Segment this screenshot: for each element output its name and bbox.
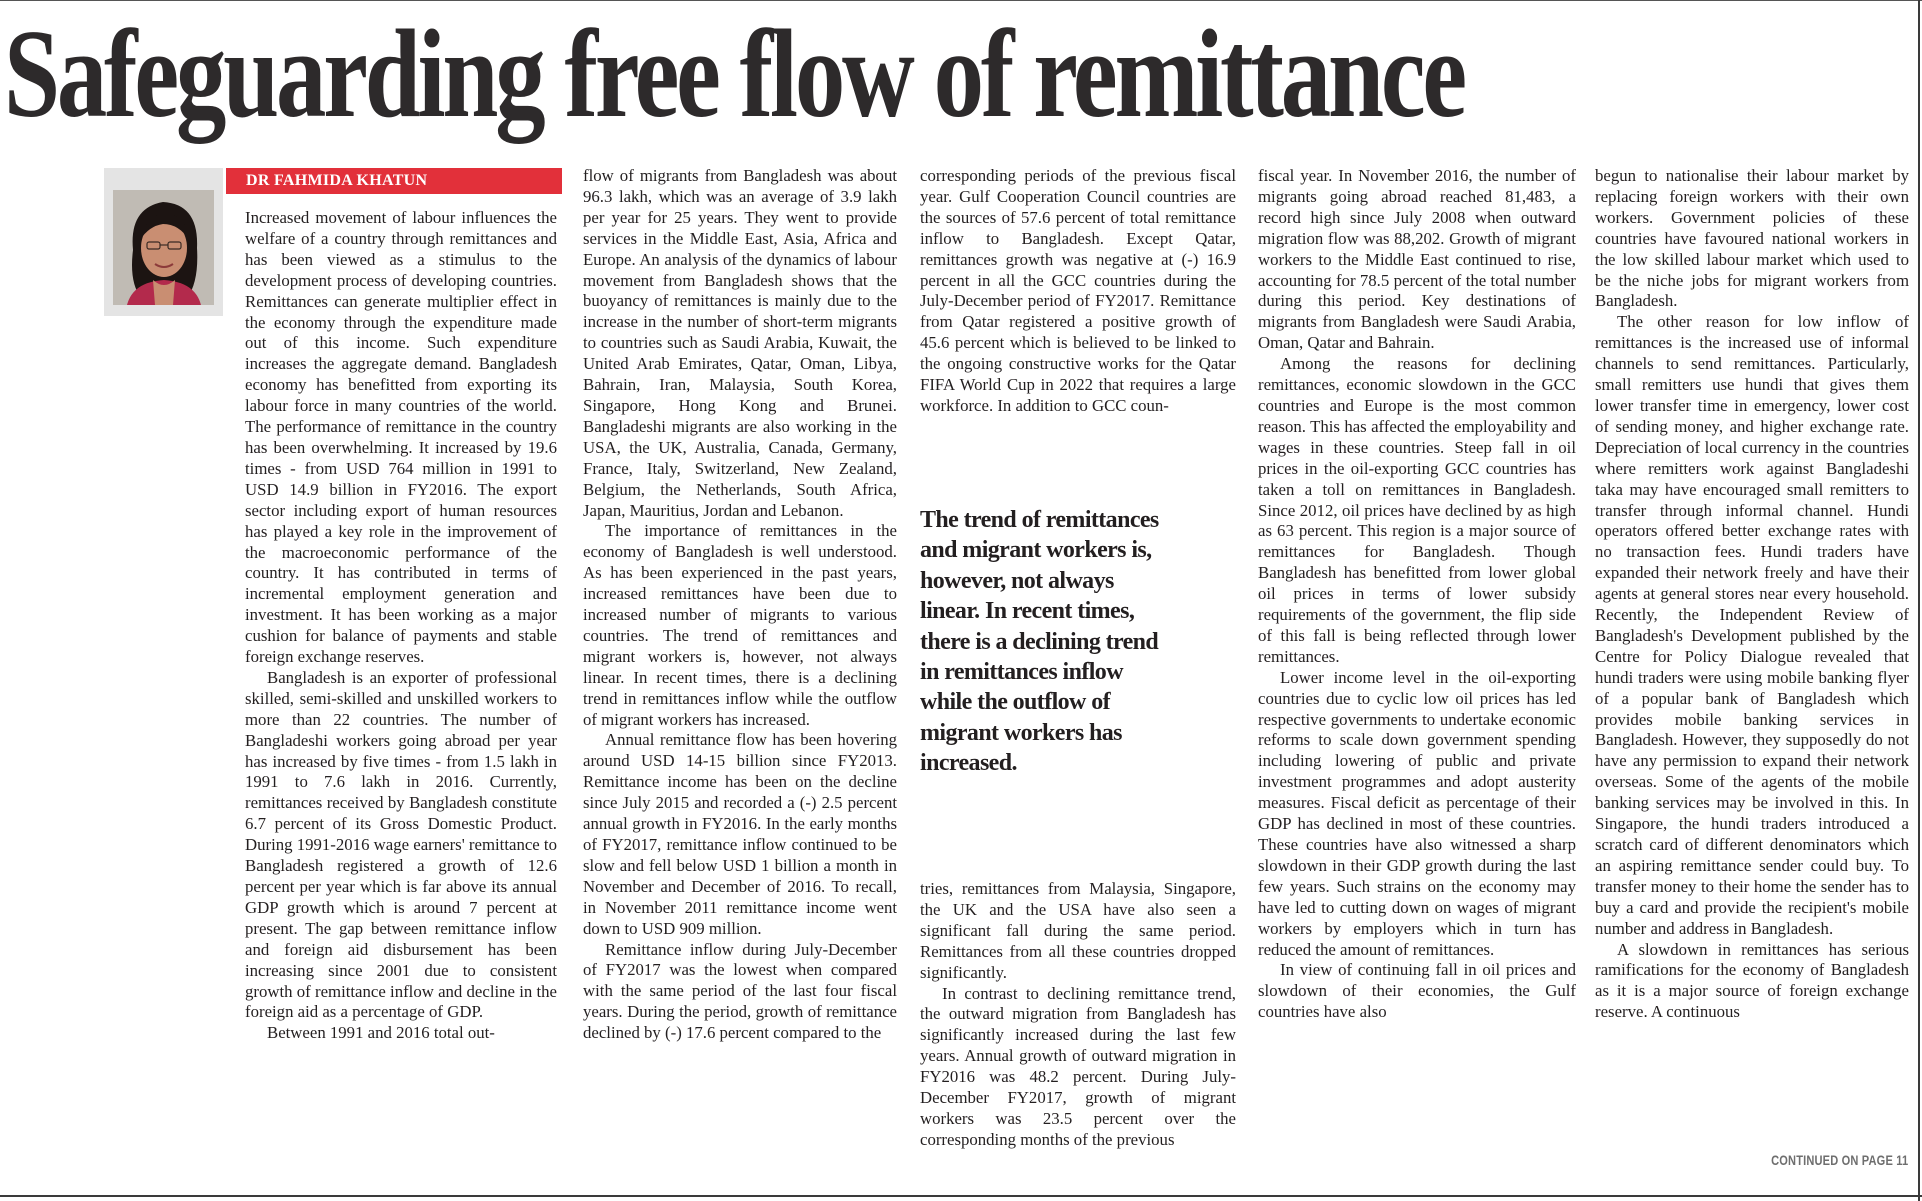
- paragraph: begun to nationalise their labour market by replacing foreign workers with their own workers. Government policies of these countries have favoured national workers in the low skilled labour market which used to be the niche jobs for migrant workers from Bangladesh.: [1595, 166, 1909, 311]
- author-photo: [104, 168, 223, 316]
- paragraph: corresponding periods of the previous fiscal year. Gulf Cooperation Council countries are the sources of 57.6 percent of total remittance inflow to Bangladesh. Except Qatar, remittances growth was negative at (-) 16.9 percent in all the GCC countries during the July-December period of FY2017. Remittance from Qatar registered a positive growth of 45.6 percent which is believed to be linked to the ongoing constructive works for the Qatar FIFA World Cup in 2022 that requires a large workforce. In addition to GCC coun-: [920, 166, 1236, 415]
- paragraph: Lower income level in the oil-exporting countries due to cyclic low oil prices has led respective governments to undertake economic reforms to scale down government spending including lowering of public and private investment programmes and adopt austerity measures. Fiscal deficit as percentage of their GDP has declined in most of these countries. These countries have also witnessed a sharp slowdown in their GDP growth during the last few years. Such strains on the economy may have led to cutting down on wages of migrant workers by employers which in turn has reduced the amount of remittances.: [1258, 667, 1576, 959]
- author-portrait-image: [113, 190, 214, 305]
- article-column-3-bottom: [920, 879, 1236, 1180]
- paragraph: Increased movement of labour influences the welfare of a country through remittances and has been viewed as a stimulus to the development process of developing countries. Remittances can generate multiplier effect in the economy through the expenditure made out of this income. Such expenditure increases the aggregate demand. Bangladesh economy has benefitted from exporting its labour force in many countries of the world. The performance of remittance in the country has been overwhelming. It increased by 19.6 times - from USD 764 million in 1991 to USD 14.9 billion in FY2016. The export sector including export of human resources has played a key role in the improvement of the macroeconomic performance of the country. It has contributed in terms of incremental employment generation and investment. It has been working as a major cushion for balance of payments and stable foreign exchange reserves.: [245, 208, 557, 667]
- paragraph: Between 1991 and 2016 total out-: [267, 1023, 495, 1043]
- bottom-rule: [0, 1195, 1922, 1197]
- continued-on-page-label: CONTINUED ON PAGE 11: [1770, 1153, 1908, 1168]
- paragraph: Among the reasons for declining remittances, economic slowdown in the GCC countries and Europe is the most common reason. This has affected the employability and wages in these countries. Steep fall in oil prices in the oil-exporting GCC countries has taken a toll on remittances in Bangladesh. Since 2012, oil prices have declined by as high as 63 percent. This region is a major source of remittances for Bangladesh. Though Bangladesh has benefitted from lower global oil prices in terms of lower subsidy requirements of the government, the flip side of this fall is being reflected through lower remittances.: [1258, 354, 1576, 666]
- paragraph: In contrast to declining remittance trend, the outward migration from Bangladesh has significantly increased during the last few years. Annual growth of outward migration in FY2016 was 48.2 percent. During July-December FY2017, growth of migrant workers was 23.5 percent over the corresponding months of the previous: [920, 983, 1236, 1149]
- article-column-1: [245, 208, 557, 1180]
- paragraph: flow of migrants from Bangladesh was about 96.3 lakh, which was an average of 3.9 lakh per year for 25 years. They went to provide services in the Middle East, Asia, Africa and Europe. An analysis of the dynamics of labour movement from Bangladesh shows that the buoyancy of remittances is mainly due to the increase in the number of short-term migrants to countries such as Saudi Arabia, Kuwait, the United Arab Emirates, Qatar, Oman, Libya, Bahrain, Iran, Malaysia, South Korea, Singapore, Hong Kong and Brunei. Bangladeshi migrants are also working in the USA, the UK, Australia, Canada, Germany, France, Italy, Switzerland, New Zealand, Belgium, the Netherlands, South Africa, Japan, Mauritius, Jordan and Lebanon.: [583, 166, 897, 520]
- article-column-5: [1595, 166, 1909, 1152]
- headline: Safeguarding free flow of remittance: [4, 5, 1464, 144]
- paragraph: fiscal year. In November 2016, the number of migrants going abroad reached 81,483, a record high since July 2008 when outward migration flow was 88,202. Growth of migrant workers to the Middle East continued to rise, accounting for 78.5 percent of the total number during this period. Key destinations of migrants from Bangladesh were Saudi Arabia, Oman, Qatar and Bahrain.: [1258, 166, 1576, 353]
- page-edge-rule: [1918, 0, 1920, 1201]
- article-column-2: [583, 166, 897, 1180]
- paragraph: In view of continuing fall in oil prices and slowdown of their economies, the Gulf countries have also: [1258, 960, 1576, 1022]
- paragraph: Annual remittance flow has been hovering around USD 14-15 billion since FY2013. Remittance income has been on the decline since July 2015 and recorded a (-) 2.5 percent annual growth in FY2016. In the early months of FY2017, remittance inflow continued to be slow and fell below USD 1 billion a month in November and December of 2016. To recall, in November 2011 remittance income went down to USD 909 million.: [583, 730, 897, 938]
- pull-quote: The trend of remittances and migrant workers is, however, not always linear. In recent times, there is a declining trend in remittances inflow while the outflow of migrant workers has increased.: [920, 507, 1159, 777]
- paragraph: tries, remittances from Malaysia, Singapore, the UK and the USA have also seen a significant fall during the same period. Remittances from all these countries dropped significantly.: [920, 879, 1236, 982]
- article-column-3-top: [920, 166, 1236, 466]
- paragraph: Remittance inflow during July-December of FY2017 was the lowest when compared with the same period of the last four fiscal years. During the period, growth of remittance declined by (-) 17.6 percent compared to the: [583, 939, 897, 1043]
- author-byline: DR FAHMIDA KHATUN: [226, 168, 562, 194]
- article-column-4: [1258, 166, 1576, 1180]
- paragraph: The importance of remittances in the economy of Bangladesh is well understood. As has been experienced in the past years, increased remittances have been due to increased number of migrants to various countries. The trend of remittances and migrant workers is, however, not always linear. In recent times, there is a declining trend in remittances inflow while the outflow of migrant workers has increased.: [583, 521, 897, 729]
- paragraph: The other reason for low inflow of remittances is the increased use of informal channels to send remittances. Particularly, small remitters use hundi that gives them lower transfer time in emergency, lower cost of sending money, and higher exchange rate. Depreciation of local currency in the countries where remitters work against Bangladeshi taka may have encouraged small remitters to transfer through informal channel. Hundi operators offered better exchange rates with no transaction fees. Hundi traders have expanded their network freely and have their agents at general stores near every household. Recently, the Independent Review of Bangladesh's Development published by the Centre for Policy Dialogue revealed that hundi traders were using mobile banking flyer of a popular bank of Bangladesh which provides mobile banking services in Bangladesh. However, they supposedly do not have any permission to expand their network overseas. Some of the agents of the mobile banking services may be involved in this. In Singapore, the hundi traders introduced a scratch card of different denominators which an aspiring remittance sender could buy. To transfer money to their home the sender has to buy a card and provide the recipient's mobile number and address in Bangladesh.: [1595, 312, 1909, 938]
- paragraph: A slowdown in remittances has serious ramifications for the economy of Bangladesh as it is a major source of foreign exchange reserve. A continuous: [1595, 939, 1909, 1022]
- paragraph: Bangladesh is an exporter of professional skilled, semi-skilled and unskilled workers to more than 22 countries. The number of Bangladeshi workers going abroad per year has increased by five times - from 1.5 lakh in 1991 to 7.6 lakh in 2016. Currently, remittances received by Bangladesh constitute 6.7 percent of its Gross Domestic Product. During 1991-2016 wage earners' remittance to Bangladesh registered a growth of 12.6 percent per year which is far above its annual GDP growth which is around 7 percent at present. The gap between remittance inflow and foreign aid disbursement has been increasing since 2001 due to consistent growth of remittance inflow and decline in the foreign aid as a percentage of GDP.: [245, 667, 557, 1022]
